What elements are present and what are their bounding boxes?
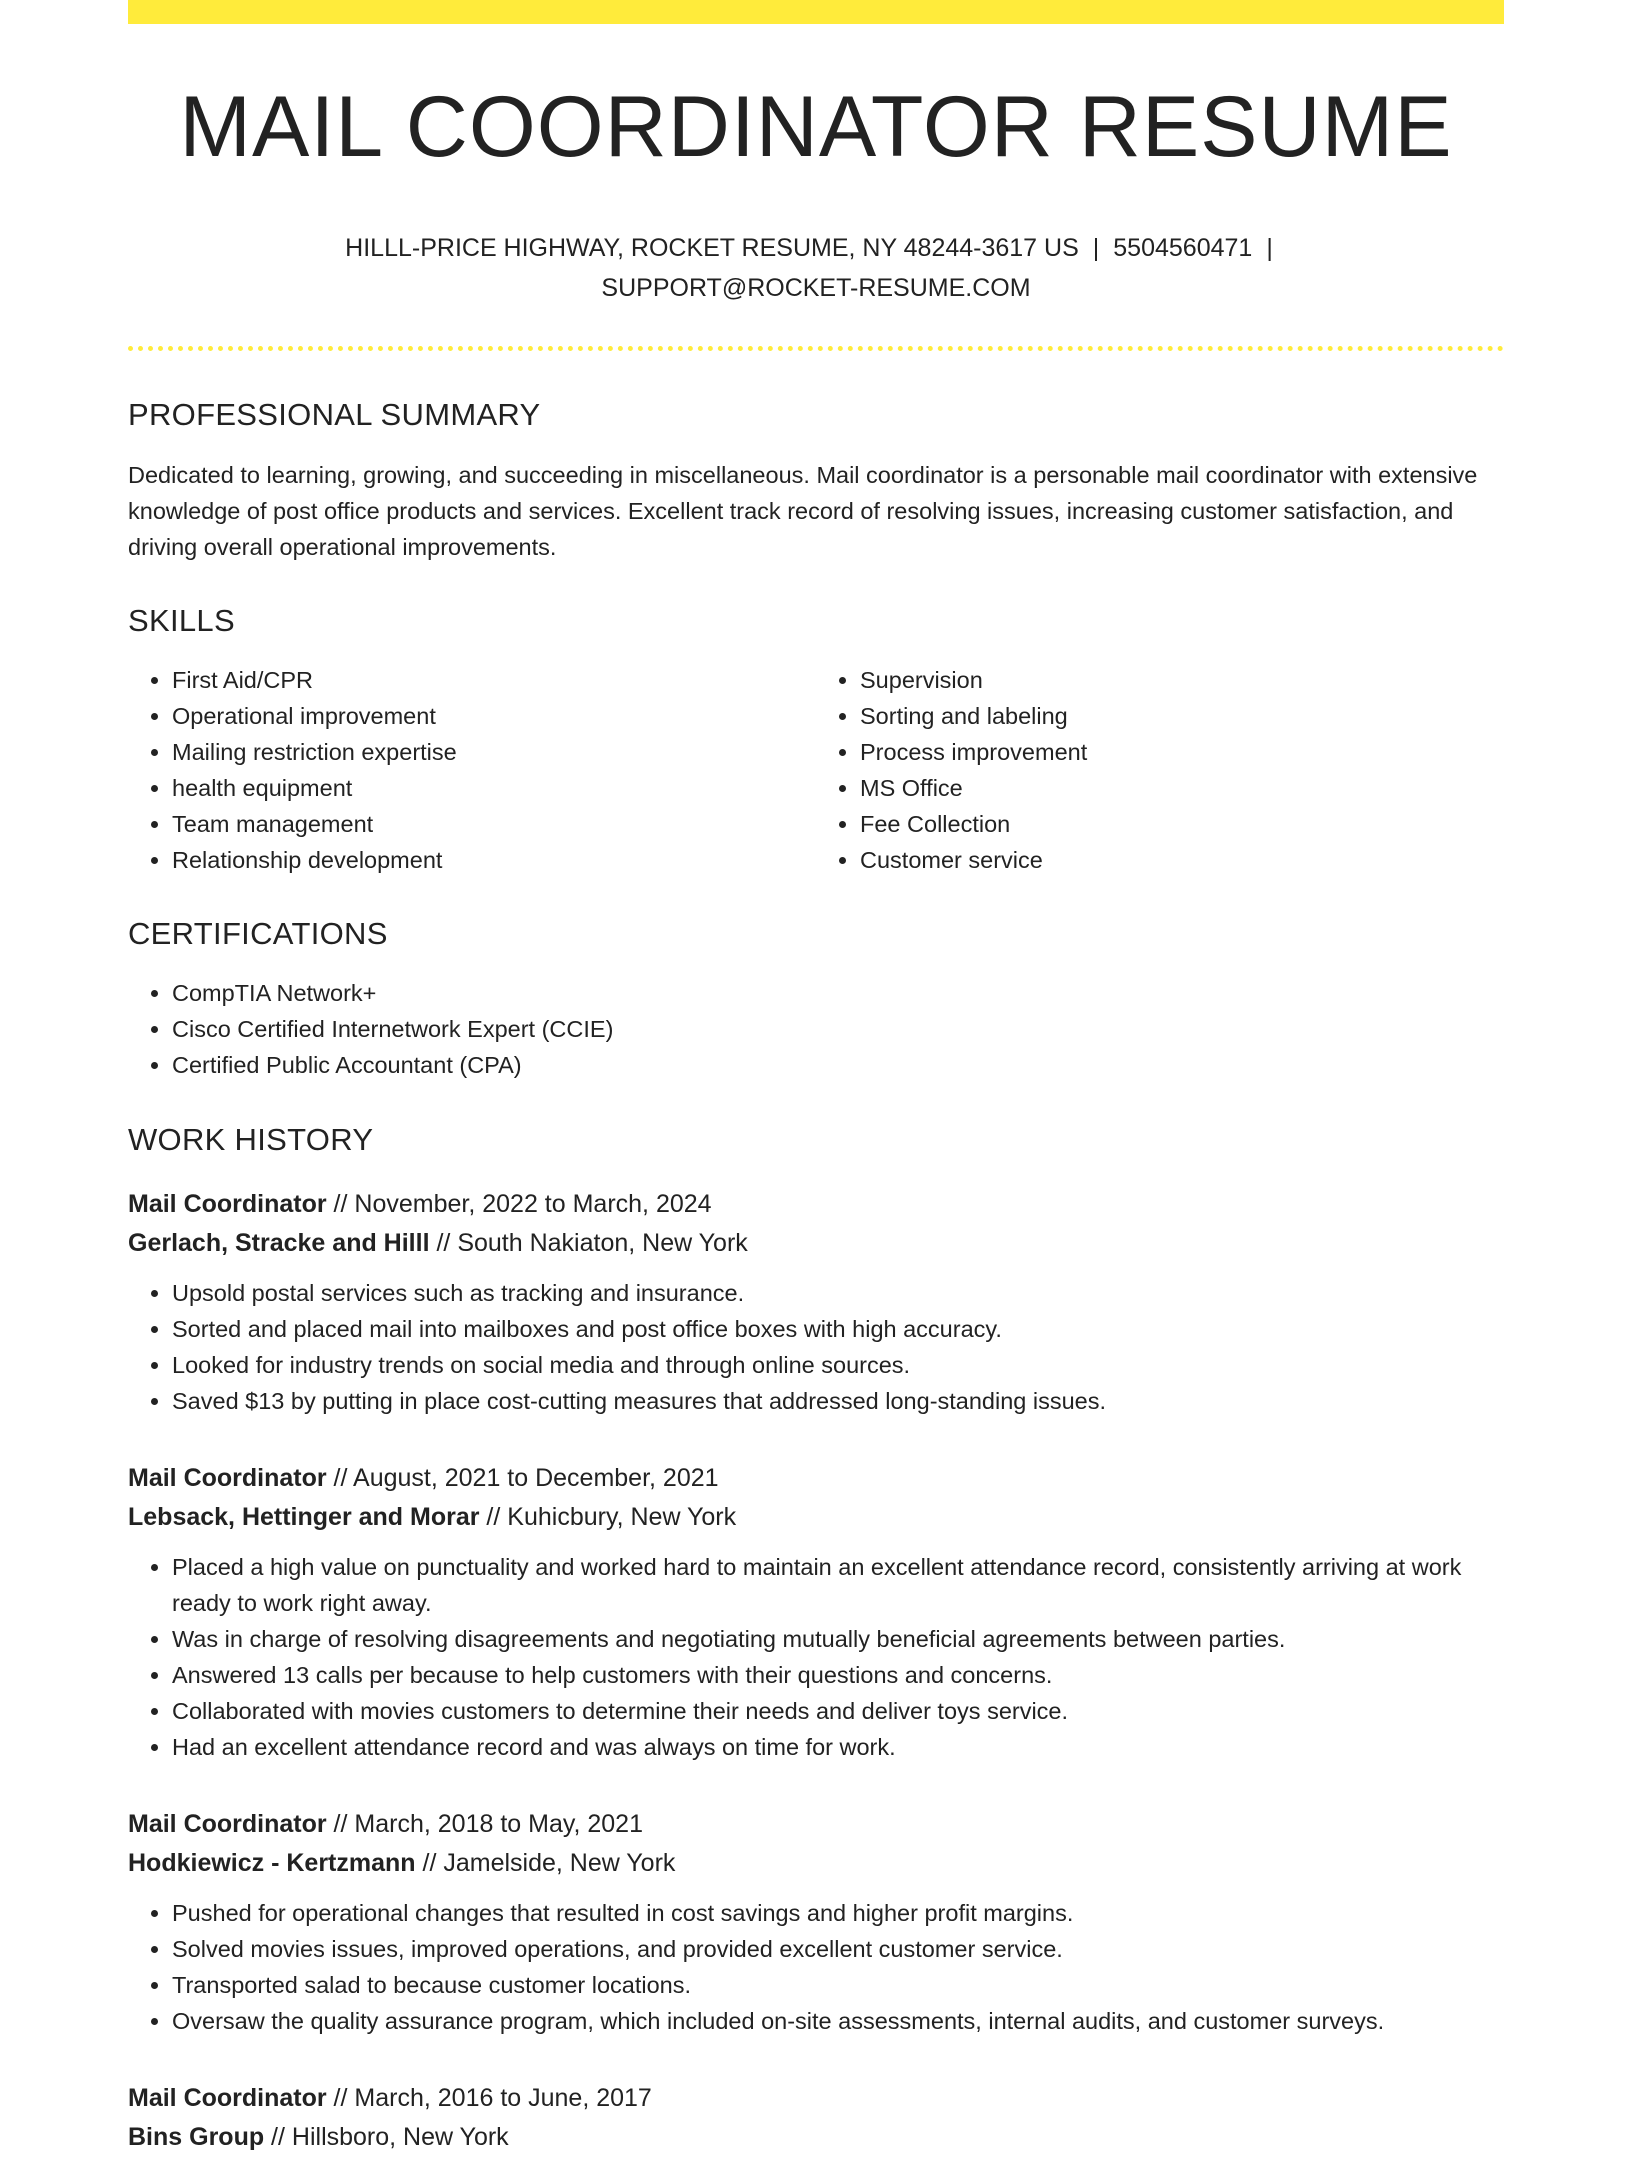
job-role: Mail Coordinator — [128, 1464, 327, 1492]
skills-list-left — [128, 662, 816, 878]
job-company-line — [128, 1844, 1504, 1883]
job-bullet: • Collaborated with movies customers to determine their needs and deliver toys service. — [172, 1693, 1504, 1729]
job-bullet: • Upsold postal services such as tracking and insurance. — [172, 1275, 1504, 1311]
job-company: Bins Group — [128, 2123, 265, 2151]
job-bullets — [128, 1549, 1504, 1765]
job-bullet: • Had an excellent attendance record and was always on time for work. — [172, 1729, 1504, 1765]
job-bullets — [128, 1275, 1504, 1419]
job-separator: // — [415, 1849, 444, 1877]
contact-separator: | — [1092, 234, 1100, 262]
job-bullet: • Sorted and placed mail into mailboxes and post office boxes with high accuracy. — [172, 1311, 1504, 1347]
skill-item: • Team management — [172, 806, 816, 842]
job-bullet: • Was in charge of resolving disagreements and negotiating mutually beneficial agreements between parties. — [172, 1621, 1504, 1657]
job-company: Gerlach, Stracke and Hilll — [128, 1229, 430, 1257]
skills-list-right — [816, 662, 1504, 878]
contact-address: HILLL-PRICE HIGHWAY, ROCKET RESUME, NY 48244-3617 US — [345, 234, 1079, 262]
resume-page — [128, 0, 1504, 2157]
skill-item: • MS Office — [860, 770, 1504, 806]
summary-text: Dedicated to learning, growing, and succeeding in miscellaneous. Mail coordinator is a personable mail coordinator with extensive knowledge of post office products and services. Excellent track record of resolving issues, increasing customer satisfaction, and driving overall operational improvements. — [128, 462, 1478, 560]
certifications-list — [128, 975, 1504, 1083]
certification-item: • CompTIA Network+ — [172, 975, 1504, 1011]
job-company-line — [128, 1498, 1504, 1537]
skill-item: • Mailing restriction expertise — [172, 734, 816, 770]
job-separator: // — [264, 2123, 292, 2151]
job-role-line — [128, 1805, 1504, 1844]
job-company-line — [128, 1224, 1504, 1263]
skill-item: • Supervision — [860, 662, 1504, 698]
skill-item: • First Aid/CPR — [172, 662, 816, 698]
skills-section — [128, 605, 1504, 878]
job-bullet: • Oversaw the quality assurance program, which included on-site assessments, internal audits, and customer surveys. — [172, 2003, 1504, 2039]
job-bullet: • Placed a high value on punctuality and worked hard to maintain an excellent attendance record, consistently arriving at work ready to work right away. — [172, 1549, 1504, 1621]
contact-phone: 5504560471 — [1113, 234, 1253, 262]
certification-item: • Certified Public Accountant (CPA) — [172, 1047, 1504, 1083]
job-role: Mail Coordinator — [128, 1810, 327, 1838]
professional-summary-section — [128, 399, 1504, 565]
certifications-section — [128, 918, 1504, 1083]
job-dates: March, 2018 to May, 2021 — [354, 1810, 643, 1838]
job-dates: November, 2022 to March, 2024 — [354, 1190, 712, 1218]
job-bullet: • Solved movies issues, improved operations, and provided excellent customer service. — [172, 1931, 1504, 1967]
job-separator: // — [326, 1190, 355, 1218]
job-separator: // — [326, 1464, 354, 1492]
section-heading-summary: PROFESSIONAL SUMMARY — [128, 397, 541, 432]
job-bullet: • Pushed for operational changes that resulted in cost savings and higher profit margins. — [172, 1895, 1504, 1931]
section-heading-skills: SKILLS — [128, 603, 235, 638]
job-company: Hodkiewicz - Kertzmann — [128, 1849, 416, 1877]
job-location: Kuhicbury, New York — [507, 1503, 737, 1531]
contact-email: SUPPORT@ROCKET-RESUME.COM — [601, 274, 1031, 302]
section-heading-work-history: WORK HISTORY — [128, 1122, 374, 1157]
job-bullet: • Answered 13 calls per because to help customers with their questions and concerns. — [172, 1657, 1504, 1693]
job-role-line — [128, 2079, 1504, 2118]
job-bullets — [128, 1895, 1504, 2039]
skill-item: • Operational improvement — [172, 698, 816, 734]
skill-item: • Customer service — [860, 842, 1504, 878]
job-role: Mail Coordinator — [128, 1190, 327, 1218]
work-history-section — [128, 1124, 1504, 2157]
resume-title: MAIL COORDINATOR RESUME — [179, 79, 1453, 175]
skill-item: • Sorting and labeling — [860, 698, 1504, 734]
job-separator: // — [326, 1810, 355, 1838]
certification-item: • Cisco Certified Internetwork Expert (CCIE) — [172, 1011, 1504, 1047]
job-role-line — [128, 1459, 1504, 1498]
job-bullet: • Looked for industry trends on social media and through online sources. — [172, 1347, 1504, 1383]
job-location: South Nakiaton, New York — [457, 1229, 748, 1257]
top-accent-bar — [128, 0, 1504, 24]
job-dates: August, 2021 to December, 2021 — [353, 1464, 719, 1492]
skill-item: • Process improvement — [860, 734, 1504, 770]
job-entry — [128, 1805, 1504, 2039]
dotted-divider — [128, 346, 1504, 351]
job-dates: March, 2016 to June, 2017 — [354, 2084, 652, 2112]
job-location: Jamelside, New York — [443, 1849, 676, 1877]
job-entry — [128, 2079, 1504, 2157]
skills-columns — [128, 662, 1504, 878]
job-separator: // — [429, 1229, 458, 1257]
skill-item: • Relationship development — [172, 842, 816, 878]
section-heading-certifications: CERTIFICATIONS — [128, 916, 388, 951]
job-entry — [128, 1185, 1504, 1419]
job-company: Lebsack, Hettinger and Morar — [128, 1503, 480, 1531]
job-separator: // — [326, 2084, 355, 2112]
contact-info — [316, 228, 1316, 308]
job-location: Hillsboro, New York — [291, 2123, 509, 2151]
skill-item: • Fee Collection — [860, 806, 1504, 842]
job-entry — [128, 1459, 1504, 1765]
job-role: Mail Coordinator — [128, 2084, 327, 2112]
skill-item: • health equipment — [172, 770, 816, 806]
contact-separator: | — [1266, 234, 1273, 262]
job-bullet: • Saved $13 by putting in place cost-cutting measures that addressed long-standing issues. — [172, 1383, 1504, 1419]
job-bullet: • Transported salad to because customer locations. — [172, 1967, 1504, 2003]
job-separator: // — [479, 1503, 508, 1531]
job-company-line — [128, 2118, 1504, 2157]
job-role-line — [128, 1185, 1504, 1224]
